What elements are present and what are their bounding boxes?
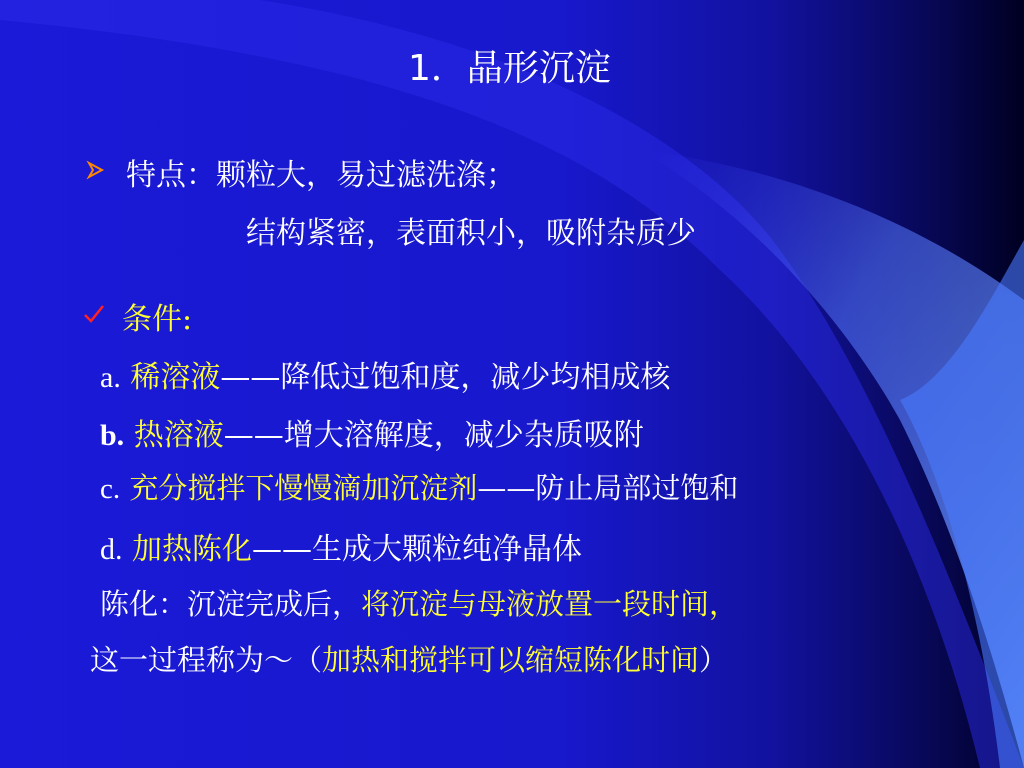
aging-note: 加热和搅拌可以缩短陈化时间	[322, 643, 700, 677]
condition-item-a	[100, 352, 670, 396]
dash: ——	[477, 471, 536, 505]
condition-key: 稀溶液	[130, 360, 221, 395]
arrow-bullet-icon	[86, 160, 106, 180]
condition-desc: 防止局部过饱和	[535, 471, 739, 505]
dash: ——	[252, 532, 313, 567]
aging-label: 陈化：沉淀完成后，	[100, 587, 362, 621]
dash: ——	[223, 418, 284, 453]
aging-definition: 将沉淀与母液放置一段时间，	[361, 587, 739, 621]
condition-letter: a.	[100, 361, 121, 394]
conditions-label: 条件:	[122, 302, 193, 337]
aging-term: 这一过程称为～（	[90, 643, 323, 677]
features-line-1: 特点：颗粒大，易过滤洗涤；	[126, 158, 516, 193]
condition-item-d	[100, 524, 582, 568]
features-line-2: 结构紧密，表面积小，吸附杂质少	[246, 216, 696, 251]
condition-desc: 增大溶解度，减少杂质吸附	[283, 418, 644, 453]
checkmark-icon	[82, 302, 106, 326]
condition-desc: 生成大颗粒纯净晶体	[312, 532, 583, 567]
condition-desc: 降低过饱和度，减少均相成核	[280, 360, 671, 395]
condition-item-b	[100, 410, 644, 454]
dash: ——	[220, 360, 281, 395]
slide-title: 1．晶形沉淀	[408, 48, 611, 89]
condition-letter: c.	[100, 473, 121, 505]
aging-line-2	[90, 638, 728, 679]
condition-key: 热溶液	[133, 418, 224, 453]
condition-key: 充分搅拌下慢慢滴加沉淀剂	[129, 471, 478, 505]
condition-letter: d.	[100, 533, 123, 566]
aging-close-paren: ）	[699, 643, 729, 677]
condition-item-c	[100, 466, 738, 507]
aging-line-1	[100, 582, 738, 623]
condition-letter: b.	[100, 419, 125, 452]
condition-key: 加热陈化	[132, 532, 253, 567]
